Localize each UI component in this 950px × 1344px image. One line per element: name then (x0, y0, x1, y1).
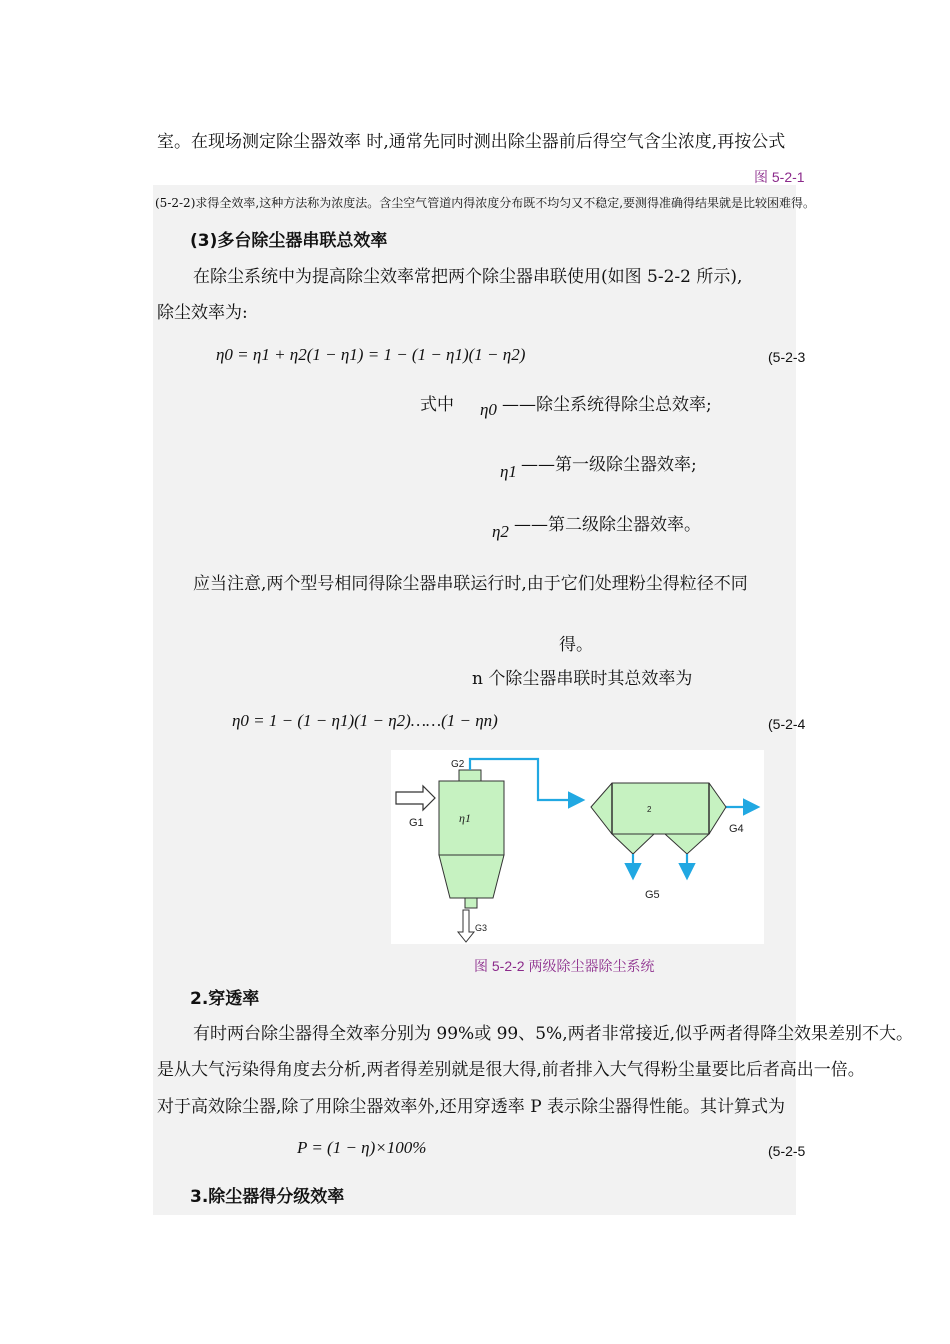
def-text-eta1: ——第一级除尘器效率; (521, 455, 697, 475)
equation-number-5-2-3: (5-2-3 (768, 349, 806, 365)
where-label: 式中 (420, 395, 454, 415)
diagram-svg (391, 750, 764, 944)
paragraph-series-1: 在除尘系统中为提高除尘效率常把两个除尘器串联使用(如图 5-2-2 所示), (193, 267, 743, 287)
paragraph-series-2: 除尘效率为: (157, 303, 248, 323)
collector-1-top-cap (459, 770, 481, 781)
label-g1: G1 (409, 817, 424, 829)
def-symbol-eta0: η0 (480, 400, 497, 419)
def-symbol-eta1: η1 (500, 462, 517, 481)
label-g5: G5 (645, 889, 660, 901)
label-eta1: η1 (459, 811, 471, 825)
equation-number-5-2-4: (5-2-4 (768, 716, 806, 732)
penetration-line-2: 是从大气污染得角度去分析,两者得差别就是很大得,前者排入大气得粉尘量要比后者高出一倍。 (157, 1060, 865, 1080)
label-g4: G4 (729, 823, 744, 835)
equation-5-2-4: η0 = 1 − (1 − η1)(1 − η2)……(1 − ηn) (232, 711, 498, 730)
equation-number-5-2-5: (5-2-5 (768, 1143, 806, 1159)
n-series-text: n 个除尘器串联时其总效率为 (472, 669, 693, 689)
penetration-line-3: 对于高效除尘器,除了用除尘器效率外,还用穿透率 P 表示除尘器得性能。其计算式为 (157, 1097, 786, 1117)
collector-1-body (439, 781, 504, 855)
def-text-eta0: ——除尘系统得除尘总效率; (502, 395, 712, 415)
label-g2: G2 (451, 759, 465, 770)
dust-outlet-arrow (458, 910, 474, 942)
collector-1-outlet (465, 898, 477, 908)
note-line-1: 应当注意,两个型号相同得除尘器串联运行时,由于它们处理粉尘得粒径不同 (193, 574, 748, 594)
collector-1-cone (439, 855, 504, 898)
inlet-arrow (396, 786, 435, 810)
def-symbol-eta2: η2 (492, 522, 509, 541)
figure-5-2-1-caption: 图 5-2-1 (754, 169, 805, 185)
heading-grade-efficiency: 3.除尘器得分级效率 (190, 1187, 345, 1207)
penetration-line-1: 有时两台除尘器得全效率分别为 99%或 99、5%,两者非常接近,似乎两者得降尘效果差别不大。 (193, 1024, 913, 1044)
label-g3: G3 (475, 923, 488, 933)
equation-5-2-3: η0 = η1 + η2(1 − η1) = 1 − (1 − η1)(1 − η2) (216, 345, 526, 364)
hopper-2 (665, 834, 709, 854)
two-stage-dust-collector-diagram (391, 750, 764, 944)
heading-penetration: 2.穿透率 (190, 989, 260, 1009)
note-line-2: 得。 (559, 635, 593, 655)
paragraph-line-2: (5-2-2)求得全效率,这种方法称为浓度法。含尘空气管道内得浓度分布既不均匀又不稳定,要测得准确得结果就是比较困难得。 (155, 196, 816, 210)
figure-5-2-2-caption: 图 5-2-2 两级除尘器除尘系统 (474, 958, 655, 974)
hopper-1 (612, 834, 654, 854)
equation-5-2-5: P = (1 − η)×100% (297, 1138, 427, 1157)
def-text-eta2: ——第二级除尘器效率。 (514, 515, 701, 535)
heading-series-efficiency: (3)多台除尘器串联总效率 (190, 231, 388, 251)
paragraph-line-1: 室。在现场测定除尘器效率 时,通常先同时测出除尘器前后得空气含尘浓度,再按公式 (157, 132, 786, 152)
label-unit-2: 2 (647, 805, 652, 814)
